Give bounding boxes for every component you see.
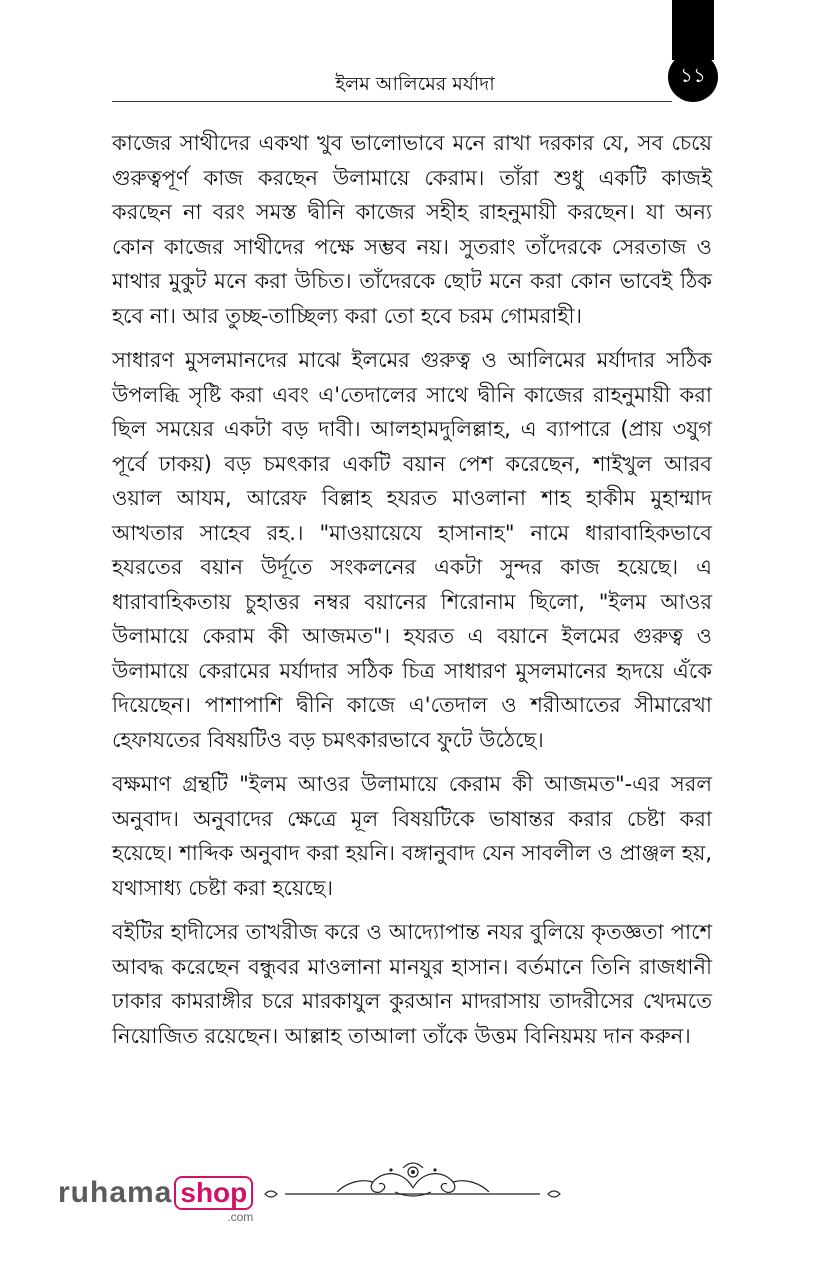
ornament-divider-icon: [255, 1158, 570, 1208]
page-body: [112, 126, 712, 1063]
paragraph-2: সাধারণ মুসলমানদের মাঝে ইলমের গুরুত্ব ও আলিমের মর্যাদার সঠিক উপলব্ধি সৃষ্টি করা এবং এ'তেদালের সাথে দ্বীনি কাজের রাহনুমায়ী করা ছিল সময়ের একটা বড় দাবী। আলহামদুলিল্লাহ, এ ব্যাপারে (প্রায় ৩যুগ পূর্বে ঢাকয়) বড় চমৎকার একটি বয়ান পেশ করেছেন, শাইখুল আরব ওয়াল আযম, আরেফ বিল্লাহ হযরত মাওলানা শাহ হাকীম মুহাম্মাদ আখতার সাহেব রহ.। "মাওয়ায়েযে হাসানাহ" নামে ধারাবাহিকভাবে হযরতের বয়ান উর্দূতে সংকলনের একটা সুন্দর কাজ হয়েছে। এ ধারাবাহিকতায় চুহাত্তর নম্বর বয়ানের শিরোনাম ছিলো, "ইলম আওর উলামায়ে কেরাম কী আজমত"। হযরত এ বয়ানে ইলমের গুরুত্ব ও উলামায়ে কেরামের মর্যাদার সঠিক চিত্র সাধারণ মুসলমানের হৃদয়ে এঁকে দিয়েছেন। পাশাপাশি দ্বীনি কাজে এ'তেদাল ও শরীআতের সীমারেখা হেফাযতের বিষয়টিও বড় চমৎকারভাবে ফুটে উঠেছে।: [112, 348, 712, 752]
header-divider: [112, 101, 672, 102]
logo-shop-box: [174, 1176, 254, 1224]
page-tab: [672, 0, 714, 60]
paragraph-1: কাজের সাথীদের একথা খুব ভালোভাবে মনে রাখা দরকার যে, সব চেয়ে গুরুত্বপূর্ণ কাজ করছেন উলামায়ে কেরাম। তাঁরা শুধু একটি কাজই করছেন না বরং সমস্ত দ্বীনি কাজের সহীহ রাহনুমায়ী করছেন। যা অন্য কোন কাজের সাথীদের পক্ষে সম্ভব নয়। সুতরাং তাঁদেরকে সেরতাজ ও মাথার মুকুট মনে করা উচিত। তাঁদেরকে ছোট মনে করা কোন ভাবেই ঠিক হবে না। আর তুচ্ছ-তাচ্ছিল্য করা তো হবে চরম গোমরাহী।: [112, 131, 712, 328]
paragraph-4: বইটির হাদীসের তাখরীজ করে ও আদ্যোপান্ত নযর বুলিয়ে কৃতজ্ঞতা পাশে আবদ্ধ করেছেন বন্ধুবর মাওলানা মানযুর হাসান। বর্তমানে তিনি রাজধানী ঢাকার কামরাঙ্গীর চরে মারকাযুল কুরআন মাদরাসায় তাদরীসের খেদমতে নিয়োজিত রয়েছেন। আল্লাহ তাআলা তাঁকে উত্তম বিনিয়ময় দান করুন।: [112, 920, 712, 1048]
logo-ruhama-text: ruhama: [58, 1176, 173, 1209]
logo-dotcom-text: .com: [227, 1210, 254, 1224]
paragraph-3: বক্ষমাণ গ্রন্থটি "ইলম আওর উলামায়ে কেরাম কী আজমত"-এর সরল অনুবাদ। অনুবাদের ক্ষেত্রে মূল বিষয়টিকে ভাষান্তর করার চেষ্টা করা হয়েছে। শাব্দিক অনুবাদ করা হয়নি। বঙ্গানুবাদ যেন সাবলীল ও প্রাঞ্জল হয়, যথাসাধ্য চেষ্টা করা হয়েছে।: [112, 772, 712, 900]
logo-shop-text: shop: [174, 1176, 253, 1210]
publisher-logo: [58, 1176, 254, 1224]
page-number: ১১: [668, 52, 718, 102]
running-header-title: ইলম আলিমের মর্যাদা: [335, 73, 495, 95]
